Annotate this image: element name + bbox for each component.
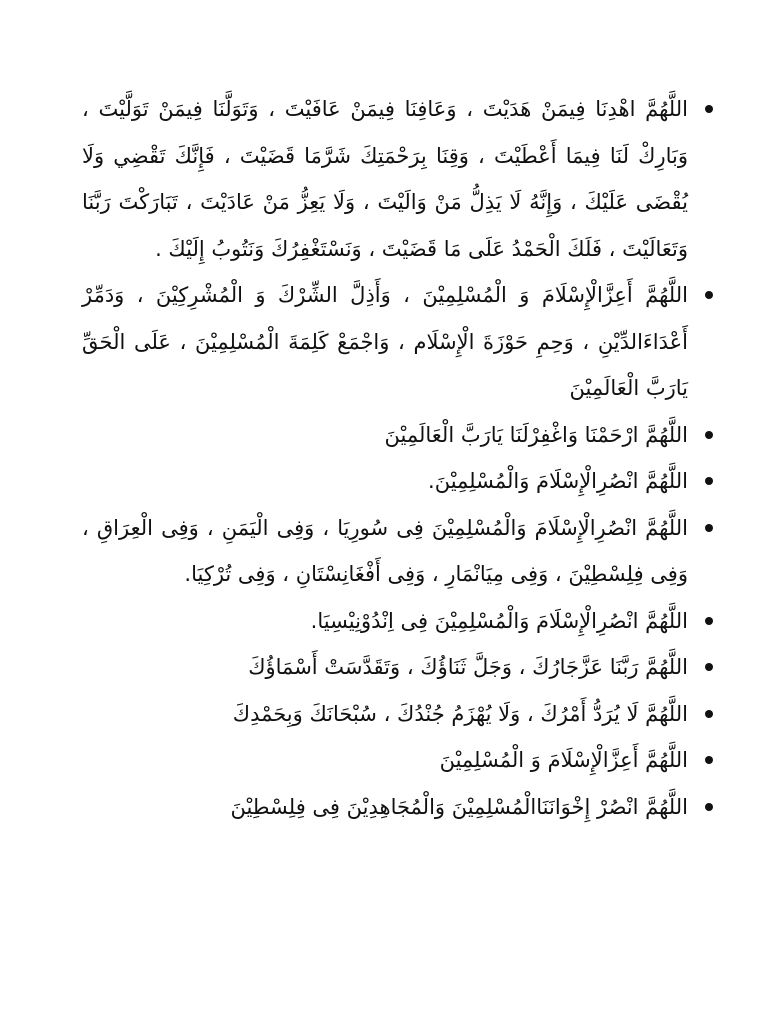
dua-item — [82, 458, 688, 505]
dua-text: اللَّهُمَّ ارْحَمْنَا وَاغْفِرْلَنَا يَارَبَّ الْعَالَمِيْنَ — [384, 422, 688, 447]
dua-text: اللَّهُمَّ أَعِزَّالْإِسْلَامَ وَ الْمُسْلِمِيْنَ ، وَأَذِلَّ الشِّرْكَ وَ الْمُشْرِكِيْنَ ، وَدَمِّرْ أَعْدَاءَالدِّيْنِ ، وَحِمِ حَوْزَةَ الْإِسْلَام ، وَاجْمَعْ كَلِمَةَ الْمُسْلِمِيْنَ ، عَلَى الْحَقِّ يَارَبَّ الْعَالَمِيْنَ — [82, 283, 688, 400]
dua-item — [82, 412, 688, 459]
bullet-icon — [700, 505, 718, 552]
bullet-icon — [700, 644, 718, 691]
dua-item — [82, 691, 688, 738]
dua-item — [82, 86, 688, 272]
dua-text: اللَّهُمَّ انْصُرِالْإِسْلَامَ وَالْمُسْلِمِيْنَ فِى اِنْدُوْنِيْسِيَا. — [310, 608, 688, 633]
dua-item — [82, 505, 688, 598]
dua-list — [82, 86, 688, 830]
bullet-icon — [700, 784, 718, 831]
dua-item — [82, 784, 688, 831]
bullet-icon — [700, 737, 718, 784]
dua-text: اللَّهُمَّ انْصُرْ إِخْوَانَنَاالْمُسْلِمِيْنَ وَالْمُجَاهِدِيْنَ فِى فِلِسْطِيْنَ — [230, 794, 688, 819]
dua-item — [82, 737, 688, 784]
bullet-icon — [700, 272, 718, 319]
dua-text: اللَّهُمَّ أَعِزَّالْإِسْلَامَ وَ الْمُسْلِمِيْنَ — [439, 748, 688, 772]
bullet-icon — [700, 412, 718, 459]
dua-text: اللَّهُمَّ رَبَّنَا عَزَّجَارُكَ ، وَجَلَّ ثَنَاؤُكَ ، وَتَقَدَّسَتْ أَسْمَاؤُكَ — [248, 655, 688, 679]
dua-text: اللَّهُمَّ اهْدِنَا فِيمَنْ هَدَيْتَ ، وَعَافِنَا فِيمَنْ عَافَيْتَ ، وَتَوَلَّنَا فِيمَنْ تَوَلَّيْتَ ، وَبَارِكْ لَنَا فِيمَا أَعْطَيْتَ ، وَقِنَا بِرَحْمَتِكَ شَرَّمَا قَضَيْتَ ، فَإِنَّكَ تَقْضِي وَلَا يُقْضَى عَلَيْكَ ، وَإِنَّهُ لَا يَذِلُّ مَنْ وَالَيْتَ ، وَلَا يَعِزُّ مَنْ عَادَيْتَ ، تَبَارَكْتَ رَبَّنَا وَتَعَالَيْتَ ، فَلَكَ الْحَمْدُ عَلَى مَا قَضَيْتَ ، وَنَسْتَغْفِرُكَ وَنَتُوبُ إِلَيْكَ . — [82, 97, 688, 261]
dua-text: اللَّهُمَّ انْصُرِالْإِسْلَامَ وَالْمُسْلِمِيْنَ فِى سُورِيَا ، وَفِى الْيَمَنِ ، وَفِى الْعِرَاقِ ، وَفِى فِلِسْطِيْنَ ، وَفِى مِيَانْمَارِ ، وَفِى أَفْغَانِسْتَانِ ، وَفِى تُرْكِيَا. — [82, 515, 688, 586]
dua-item — [82, 598, 688, 645]
bullet-icon — [700, 458, 718, 505]
bullet-icon — [700, 598, 718, 645]
dua-text: اللَّهُمَّ انْصُرِالْإِسْلَامَ وَالْمُسْلِمِيْنَ. — [428, 469, 688, 493]
bullet-icon — [700, 691, 718, 738]
dua-text: اللَّهُمَّ لَا يُرَدُّ أَمْرُكَ ، وَلَا يُهْزَمُ جُنْدُكَ ، سُبْحَانَكَ وَبِحَمْدِكَ — [232, 701, 688, 726]
dua-item — [82, 644, 688, 691]
dua-item — [82, 272, 688, 412]
bullet-icon — [700, 86, 718, 133]
